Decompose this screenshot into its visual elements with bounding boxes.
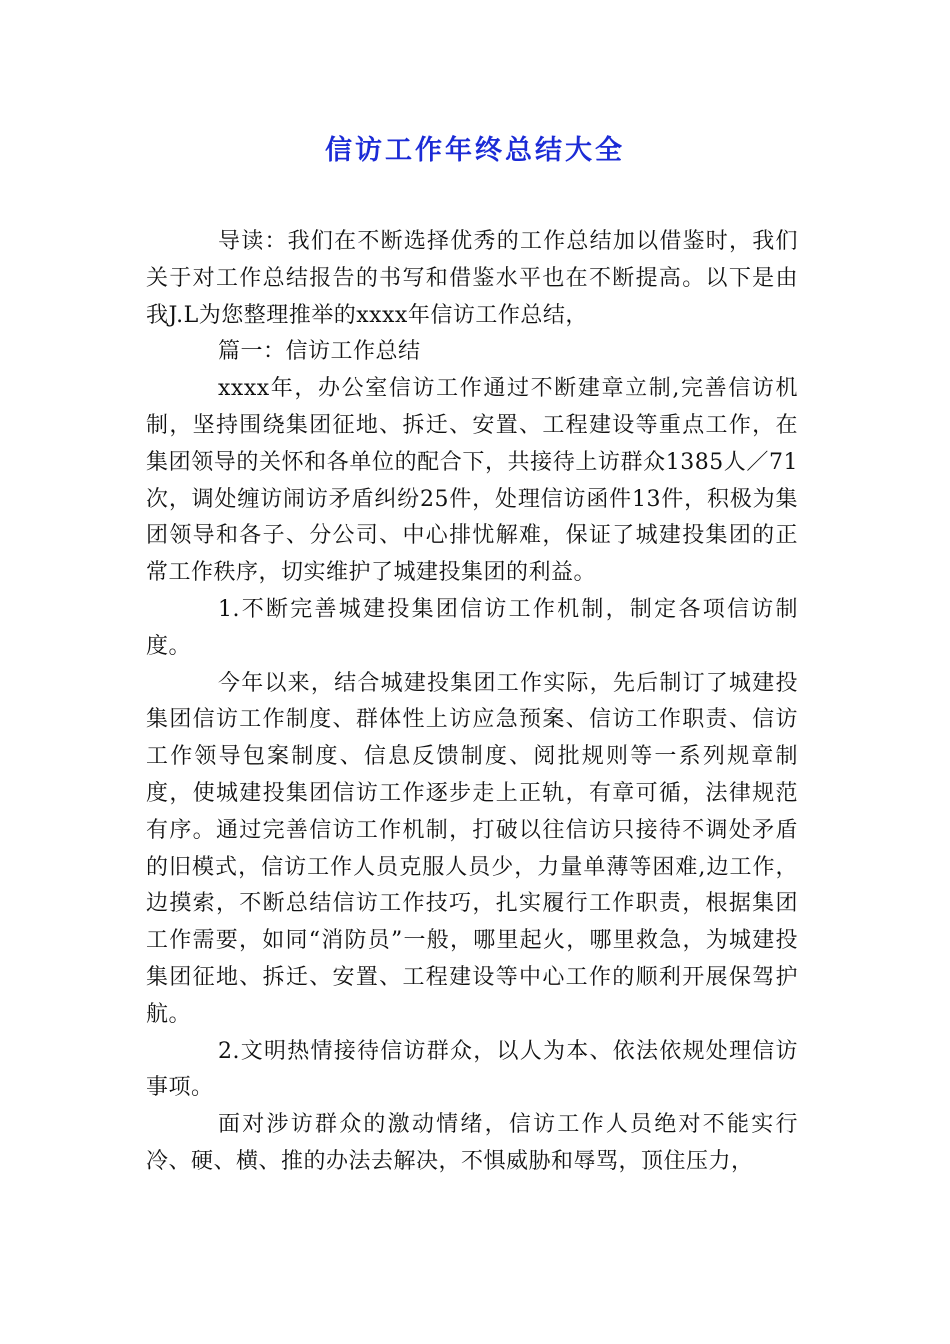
paragraph-point-2-body: 面对涉访群众的激动情绪，信访工作人员绝对不能实行冷、硬、横、推的办法去解决，不惧威胁和辱骂，顶住压力， — [146, 1112, 798, 1174]
paragraph-point-1-body: 今年以来，结合城建投集团工作实际，先后制订了城建投集团信访工作制度、群体性上访应急预案、信访工作职责、信访工作领导包案制度、信息反馈制度、阅批规则等一系列规章制度，使城建投集团信访工作逐步走上正轨，有章可循，法律规范有序。通过完善信访工作机制，打破以往信访只接待不调处矛盾的旧模式，信访工作人员克服人员少，力量单薄等困难,边工作，边摸索，不断总结信访工作技巧，扎实履行工作职责，根据集团工作需要，如同“消防员”一般，哪里起火，哪里救急，为城建投集团征地、拆迁、安置、工程建设等中心工作的顺利开展保驾护航。 — [146, 670, 798, 1027]
document-body — [146, 224, 798, 1181]
paragraph-section-heading: 篇一：信访工作总结 — [218, 339, 421, 365]
paragraph-point-1-heading: 1.不断完善城建投集团信访工作机制，制定各项信访制度。 — [146, 596, 798, 659]
paragraph-summary: xxxx年，办公室信访工作通过不断建章立制,完善信访机制，坚持围绕集团征地、拆迁、安置、工程建设等重点工作，在集团领导的关怀和各单位的配合下，共接待上访群众1385人／71次，调处缠访闹访矛盾纠纷25件，处理信访函件13件，积极为集团领导和各子、分公司、中心排忧解难，保证了城建投集团的正常工作秩序，切实维护了城建投集团的利益。 — [146, 376, 798, 586]
paragraph-point-2-heading: 2.文明热情接待信访群众，以人为本、依法依规处理信访事项。 — [146, 1038, 798, 1101]
document-title: 信访工作年终总结大全 — [325, 135, 625, 166]
paragraph-intro: 导读：我们在不断选择优秀的工作总结加以借鉴时，我们关于对工作总结报告的书写和借鉴水平也在不断提高。以下是由我J.L为您整理推举的xxxx年信访工作总结， — [146, 229, 798, 328]
